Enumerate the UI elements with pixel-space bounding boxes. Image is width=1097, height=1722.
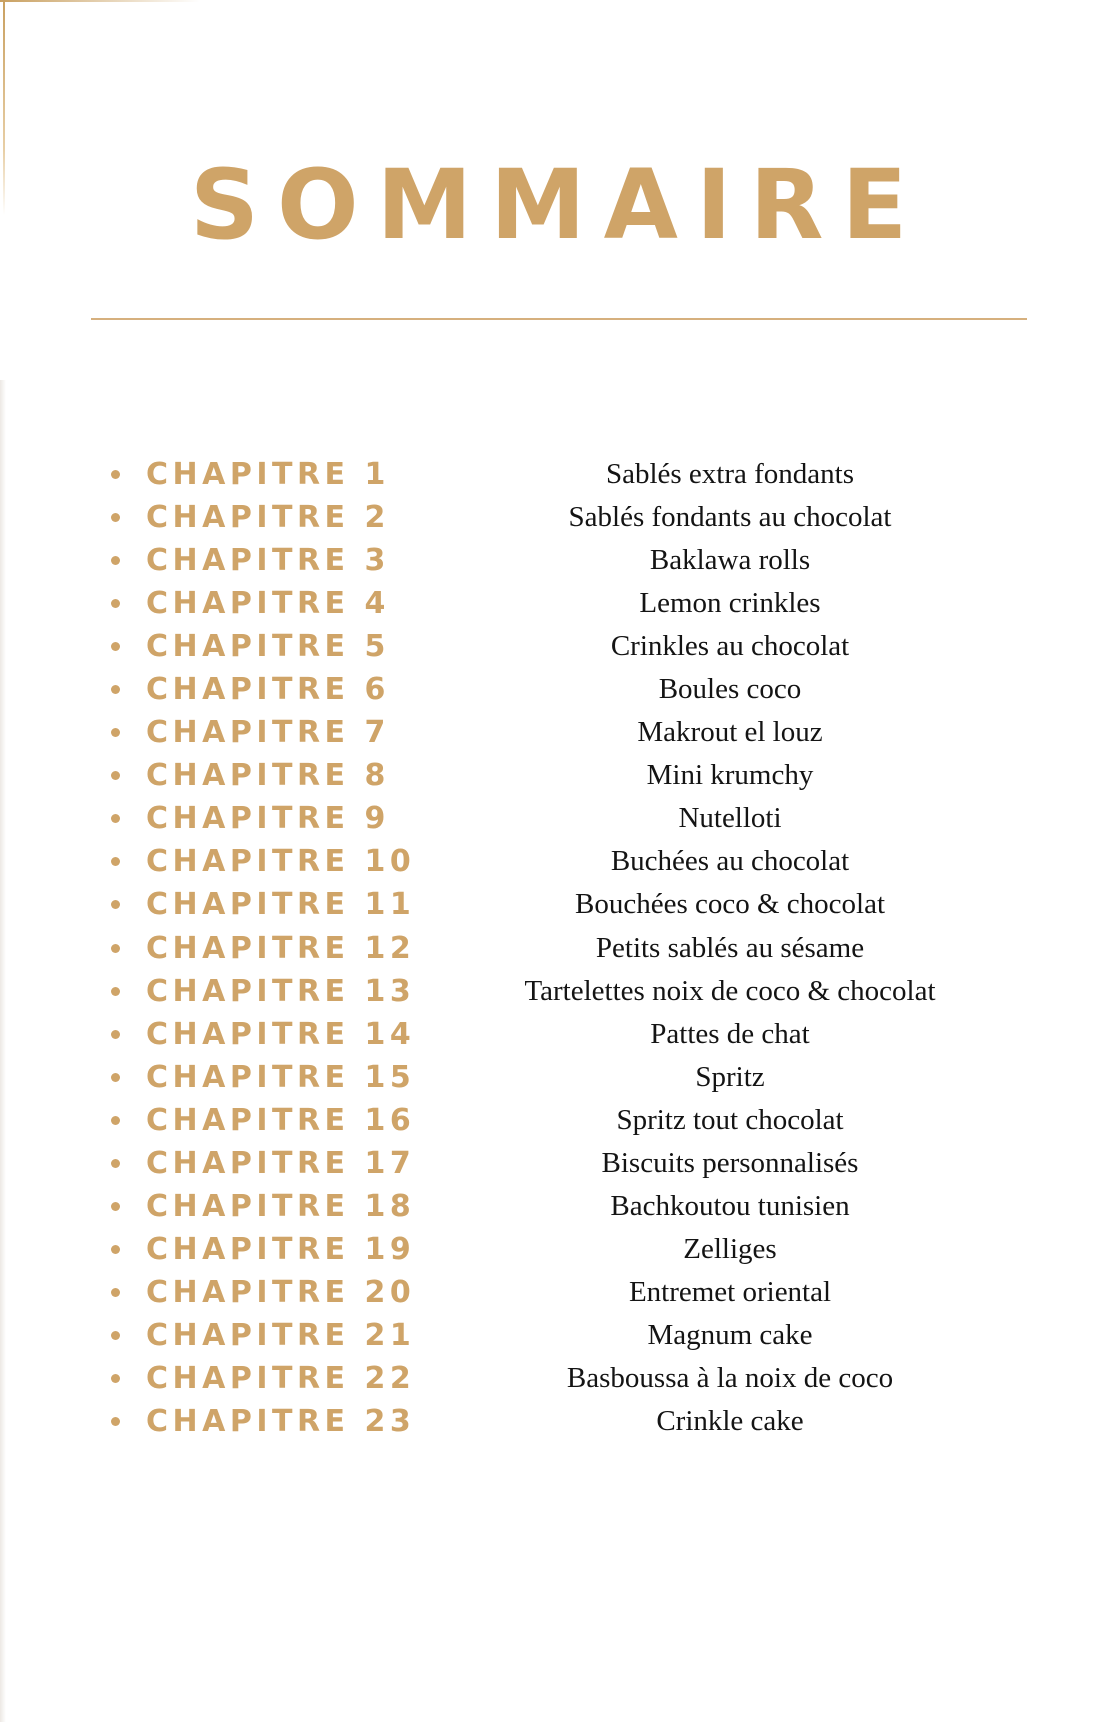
bullet-icon: [111, 513, 120, 522]
chapter-label: CHAPITRE 11: [146, 887, 416, 923]
bullet-icon: [111, 556, 120, 565]
bullet-icon: [111, 728, 120, 737]
recipe-title: Baklawa rolls: [649, 544, 811, 577]
bullet-icon: [111, 857, 120, 866]
chapter-row[interactable]: [0, 1357, 1097, 1400]
chapter-label: CHAPITRE 9: [146, 801, 390, 837]
recipe-title: Biscuits personnalisés: [601, 1146, 859, 1179]
bullet-icon: [111, 1374, 120, 1383]
recipe-title: Spritz: [695, 1060, 765, 1093]
bullet-icon: [111, 814, 120, 823]
recipe-title: Zelliges: [683, 1232, 777, 1265]
bullet-icon: [111, 771, 120, 780]
chapter-row[interactable]: [0, 797, 1097, 840]
bullet-icon: [111, 1245, 120, 1254]
chapter-label: CHAPITRE 4: [146, 586, 390, 622]
bullet-icon: [111, 1202, 120, 1211]
recipe-title: Buchées au chocolat: [610, 845, 850, 878]
chapter-label: CHAPITRE 2: [146, 500, 390, 536]
recipe-title: Tartelettes noix de coco & chocolat: [524, 974, 936, 1007]
recipe-title: Mini krumchy: [646, 759, 814, 792]
chapter-label: CHAPITRE 21: [146, 1317, 416, 1353]
chapter-row[interactable]: [0, 1314, 1097, 1357]
recipe-title: Crinkles au chocolat: [610, 630, 850, 663]
chapter-label: CHAPITRE 5: [146, 629, 390, 665]
recipe-title: Makrout el louz: [637, 716, 823, 749]
chapter-row[interactable]: [0, 496, 1097, 539]
recipe-title: Basboussa à la noix de coco: [566, 1361, 894, 1394]
chapter-label: CHAPITRE 16: [146, 1102, 416, 1138]
chapter-label: CHAPITRE 12: [146, 930, 416, 966]
recipe-title: Bouchées coco & chocolat: [574, 888, 886, 921]
bullet-icon: [111, 1417, 120, 1426]
chapter-row[interactable]: [0, 1142, 1097, 1185]
recipe-title: Sablés extra fondants: [605, 458, 855, 490]
chapter-row[interactable]: [0, 1400, 1097, 1443]
chapter-row[interactable]: [0, 539, 1097, 582]
chapter-row[interactable]: [0, 1185, 1097, 1228]
bullet-icon: [111, 642, 120, 651]
title-divider: [91, 318, 1027, 320]
chapter-label: CHAPITRE 10: [146, 844, 416, 880]
bullet-icon: [111, 944, 120, 953]
decorative-corner-line-top: [0, 0, 200, 2]
bullet-icon: [111, 599, 120, 608]
chapter-row[interactable]: [0, 754, 1097, 797]
recipe-title: Lemon crinkles: [639, 587, 821, 620]
recipe-title: Bachkoutou tunisien: [610, 1189, 850, 1222]
recipe-title: Crinkle cake: [656, 1405, 804, 1438]
chapter-row[interactable]: [0, 1099, 1097, 1142]
bullet-icon: [111, 1030, 120, 1039]
chapter-row[interactable]: [0, 883, 1097, 926]
chapter-label: CHAPITRE 18: [146, 1188, 416, 1224]
chapter-label: CHAPITRE 14: [146, 1016, 416, 1052]
recipe-title: Pattes de chat: [650, 1017, 810, 1050]
chapter-row[interactable]: [0, 840, 1097, 883]
chapter-label: CHAPITRE 13: [146, 973, 416, 1009]
recipe-title: Magnum cake: [647, 1318, 813, 1351]
recipe-title: Petits sablés au sésame: [595, 931, 865, 964]
chapter-label: CHAPITRE 17: [146, 1145, 416, 1181]
recipe-title: Spritz tout chocolat: [616, 1103, 844, 1136]
chapter-row[interactable]: [0, 1013, 1097, 1056]
chapter-row[interactable]: [0, 1228, 1097, 1271]
chapter-label: CHAPITRE 6: [146, 672, 390, 708]
recipe-title: Entremet oriental: [628, 1275, 832, 1308]
chapter-label: CHAPITRE 22: [146, 1360, 416, 1396]
recipe-title: Sablés fondants au chocolat: [568, 501, 892, 534]
bullet-icon: [111, 685, 120, 694]
chapter-label: CHAPITRE 20: [146, 1274, 416, 1310]
recipe-title: Nutelloti: [678, 802, 782, 835]
page-title: SOMMAIRE: [189, 149, 926, 261]
chapter-row[interactable]: [0, 582, 1097, 625]
chapter-label: CHAPITRE 15: [146, 1059, 416, 1095]
bullet-icon: [111, 1288, 120, 1297]
chapter-row[interactable]: [0, 668, 1097, 711]
chapter-row[interactable]: [0, 927, 1097, 970]
chapter-row[interactable]: [0, 711, 1097, 754]
chapter-label: CHAPITRE 1: [146, 457, 390, 492]
chapter-row[interactable]: [0, 625, 1097, 668]
bullet-icon: [111, 1073, 120, 1082]
chapter-row[interactable]: [0, 970, 1097, 1013]
bullet-icon: [111, 1159, 120, 1168]
bullet-icon: [111, 987, 120, 996]
chapter-row[interactable]: [0, 1056, 1097, 1099]
chapter-list: [0, 453, 1097, 1443]
bullet-icon: [111, 1331, 120, 1340]
recipe-title: Boules coco: [658, 673, 802, 706]
chapter-label: CHAPITRE 3: [146, 543, 390, 579]
chapter-row[interactable]: [0, 1271, 1097, 1314]
chapter-row[interactable]: [0, 453, 1097, 496]
chapter-label: CHAPITRE 8: [146, 758, 390, 794]
bullet-icon: [111, 900, 120, 909]
bullet-icon: [111, 470, 120, 479]
bullet-icon: [111, 1116, 120, 1125]
chapter-label: CHAPITRE 7: [146, 715, 390, 751]
chapter-label: CHAPITRE 23: [146, 1404, 416, 1440]
chapter-label: CHAPITRE 19: [146, 1231, 416, 1267]
